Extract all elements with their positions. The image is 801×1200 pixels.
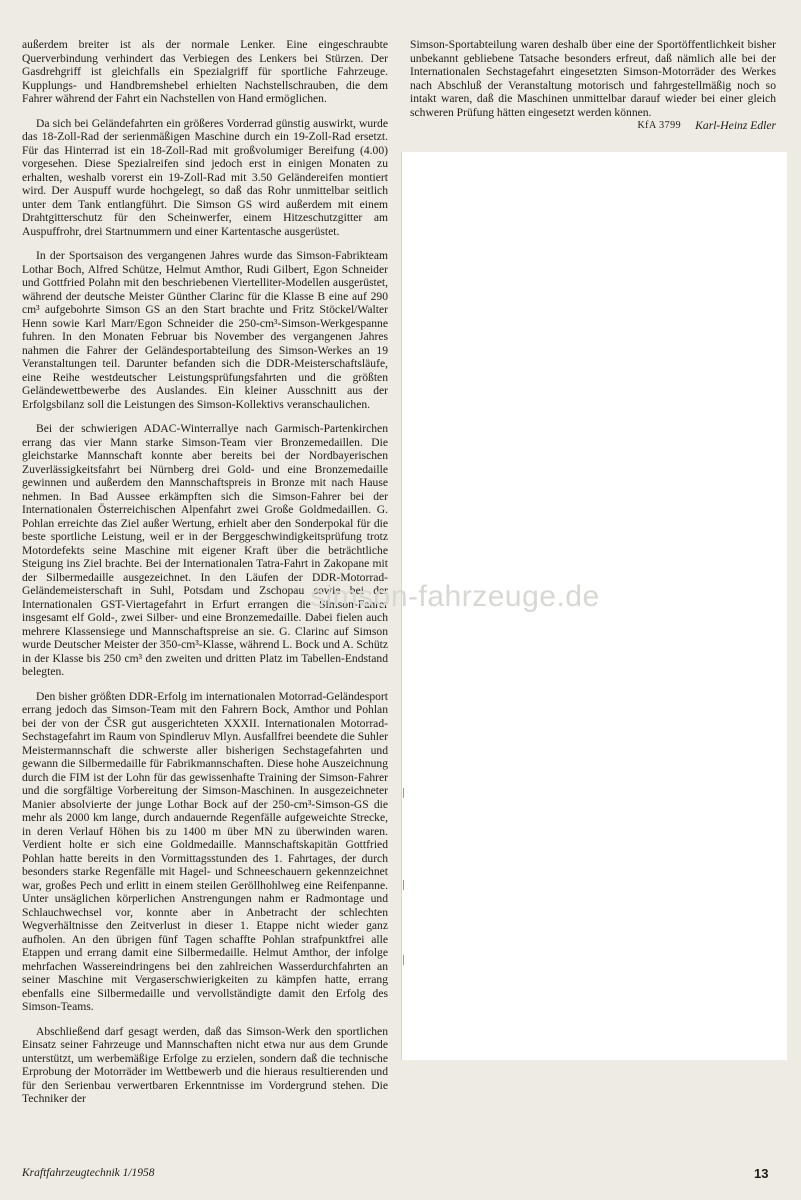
paragraph-5: Den bisher größten DDR-Erfolg im internationalen Motorrad-Geländesport errang jedoch das Simson-Team mit den Fahrern Bock, Amthor und Pohlan bei der von der ČSR gut ausgerichteten XXXII. Internationalen Motorrad-Sechstagefahrt im Raum von Spindleruv Mlyn. Ausfallfrei beendete die Suhler Meistermannschaft die schwerste aller bisherigen Sechstagefahrten und gewann die Silbermedaille für Fabrikmannschaften. Diese hohe Auszeichnung durch die FIM ist der Lohn für das gewissenhafte Training der Simson-Fahrer und die sorgfältige Vorbereitung der Simson-Maschinen. In ausgezeichneter Manier absolvierte der junge Lothar Bock auf der 250-cm³-Simson-GS die mehr als 2000 km lange, durch andauernde Regenfälle aufgeweichte Strecke, in deren Verlauf Höhen bis zu 1400 m über MN zu überwinden waren. Verdient holte er sich eine Goldmedaille. Mannschaftskapitän Gottfried Pohlan hatte bereits in den Vormittagsstunden des 1. Fahrtages, der durch besonders starke Regenfälle mit Hagel- und Schneeschauern gekennzeichnet war, großes Pech und erlitt in einem steilen Geröllhohlweg eine Reifenpanne. Unter unsäglichen körperlichen Anstrengungen nahm er Radmontage und Schlauchwechsel vor, konnte aber in Anbetracht der schlechten Wegverhältnisse den Zeitverlust in dieser 1. Etappe nicht wieder ganz aufholen. An den übrigen fünf Tagen schaffte Pohlan strafpunktfrei alle Etappen und errang damit eine Silbermedaille. Helmut Amthor, der infolge mehrfachen Wassereindringens bei den zahlreichen Wasserdurchfahrten an seiner Maschine mit Vergaserschwierigkeiten zu kämpfen hatte, errang ebenfalls eine Silbermedaille und vervollständigte damit den Erfolg des Simson-Teams. bbox=[22, 689, 388, 1013]
paragraph-right-1: Simson-Sportabteilung waren deshalb über eine der Sportöffentlichkeit bisher unbekannt gebliebene Tatsache besonders erfreut, daß nämlich alle bei der Internationalen Sechstagefahrt eingesetzten Simson-Motorräder des Werkes nach Abschluß der Veranstaltung motorisch und fahrgestellmäßig noch so intakt waren, daß die Maschinen unmittelbar darauf wieder bei einer gleich schweren Prüfung hätten eingesetzt werden können. bbox=[410, 38, 776, 119]
margin-mark bbox=[403, 788, 404, 798]
article-code: KfA 3799 bbox=[637, 120, 682, 131]
paragraph-1: außerdem breiter ist als der normale Lenker. Eine eingeschraubte Querverbindung verhindert das Verbiegen des Lenkers bei Stürzen. Der Gasdrehgriff ist gleichfalls ein Spezialgriff für sportliche Fahrzeuge. Kupplungs- und Handbremshebel erhielten Nachstellschrauben, die dem Fahrer während der Fahrt ein Nachstellen von Hand ermöglichen. bbox=[22, 38, 388, 105]
author-name: Karl-Heinz Edler bbox=[695, 119, 776, 132]
credit-line bbox=[410, 119, 776, 133]
paragraph-3: In der Sportsaison des vergangenen Jahres wurde das Simson-Fabrikteam Lothar Boch, Alfred Schütze, Helmut Amthor, Rudi Gilbert, Egon Schneider und Gottfried Polahn mit den beschriebenen Viertelliter-Modellen ausgerüstet, während der deutsche Meister Günther Clarinc für die Klasse B eine auf 290 cm³ aufgebohrte Simson GS an den Start brachte und Fritz Stöckel/Walter Henn sowie Karl Marr/Egon Schneider die 250-cm³-Simson-Werkgespanne fuhren. In den Monaten Februar bis November des vergangenen Jahres nahmen die Fahrer der Geländesportabteilung des Simson-Werkes an 19 Veranstaltungen teil. Darunter befanden sich die DDR-Meisterschaftsläufe, eine Reihe westdeutscher Leistungsprüfungsfahrten und die größten Geländewettbewerbe des Auslandes. Ein kleiner Ausschnitt aus der Erfolgsbilanz soll die Leistungen des Simson-Kollektivs veranschaulichen. bbox=[22, 249, 388, 411]
paragraph-4: Bei der schwierigen ADAC-Winterrallye nach Garmisch-Partenkirchen errang das vier Mann starke Simson-Team vier Bronzemedaillen. Die gleichstarke Mannschaft konnte aber bereits bei der Nordbayerischen Zuverlässigkeitsfahrt bei Nürnberg drei Gold- und eine Bronzemedaille gewinnen und außerdem den Mannschaftspreis in Bronze mit nach Hause nehmen. In Bad Aussee erkämpften sich die Simson-Fahrer bei der Internationalen Österreichischen Alpenfahrt zwei Große Goldmedaillen. G. Pohlan erreichte das Ziel außer Wertung, erhielt aber den Sonderpokal für die beste sportliche Leistung, weil er in der Berggeschwindigkeitsprüfung trotz Motordefekts seine Maschine mit eigener Kraft über die beträchtliche Steigung ins Ziel brachte. Bei der Internationalen Tatra-Fahrt in Zakopane mit der Silbermedaille ausgezeichnet. In den Läufen der DDR-Motorrad-Geländemeisterschaft in Suhl, Potsdam und Zschopau sowie bei der Internationalen GST-Viertagefahrt in Erfurt errangen die Simson-Fahrer insgesamt elf Gold-, zwei Silber- und eine Bronzemedaille. Dabei fielen auch mehrere Klassensiege und Mannschaftspreise an sie. G. Clarinc auf Simson wurde Deutscher Meister der 350-cm³-Klasse, während L. Bock und A. Schütz in der Klasse bis 250 cm³ den zweiten und dritten Platz im Tabellen-Endstand belegten. bbox=[22, 422, 388, 678]
watermark: simson-fahrzeuge.de bbox=[310, 580, 600, 613]
image-area bbox=[401, 152, 787, 1060]
right-column bbox=[410, 38, 776, 133]
margin-mark bbox=[403, 880, 404, 890]
paragraph-6: Abschließend darf gesagt werden, daß das Simson-Werk den sportlichen Einsatz seiner Fahrzeuge und Mannschaften nicht etwa nur aus dem Grunde unterstützt, um werbemäßige Erfolge zu erzielen, sondern daß die technische Erprobung der Motorräder im Wettbewerb und die hieraus resultierenden und für den Serienbau verwertbaren Erkenntnisse im Vordergrund stehen. Die Techniker der bbox=[22, 1024, 388, 1105]
margin-mark bbox=[403, 955, 404, 965]
left-column bbox=[22, 38, 388, 1106]
journal-footer: Kraftfahrzeugtechnik 1/1958 bbox=[22, 1167, 155, 1179]
paragraph-2: Da sich bei Geländefahrten ein größeres Vorderrad günstig auswirkt, wurde das 18-Zoll-Rad der serienmäßigen Maschine durch ein 19-Zoll-Rad ersetzt. Für das Hinterrad ist ein 18-Zoll-Rad mit großvolumiger Bereifung (4.00) vorgesehen. Diese Spezialreifen sind jedoch erst in einigen Monaten zu erhalten, weshalb vorerst ein 19-Zoll-Rad mit 3.50 Geländereifen montiert wird. Der Auspuff wurde hochgelegt, so daß das Rohr unmittelbar seitlich unter dem Tank entlangführt. Die Simson GS wird außerdem mit einem Drahtgitterschutz für den Scheinwerfer, einem Hitzeschutzgitter am Auspuffrohr, drei Startnummern und einer Kartentasche ausgerüstet. bbox=[22, 116, 388, 238]
page-number: 13 bbox=[754, 1166, 769, 1181]
